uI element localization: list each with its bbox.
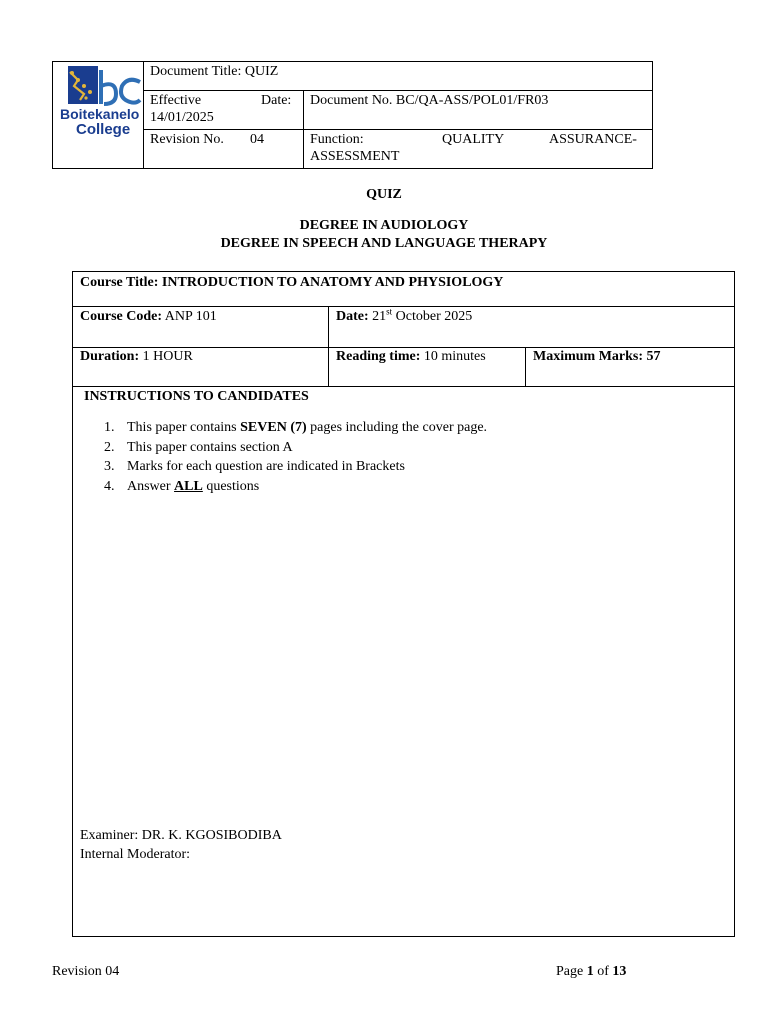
list-item-number: 4. — [104, 478, 115, 494]
list-item — [104, 457, 487, 477]
duration-row — [80, 348, 193, 365]
document-header-table — [52, 61, 653, 169]
exam-date-day: 21 — [372, 309, 387, 324]
logo-name-line2: College — [76, 121, 131, 138]
box-divider — [73, 386, 734, 387]
list-item-text: pages including the cover page. — [306, 420, 488, 435]
duration-value: 1 HOUR — [142, 349, 193, 364]
list-item-emphasis: SEVEN (7) — [240, 420, 307, 435]
list-item-number: 3. — [104, 459, 115, 474]
reading-time-value: 10 minutes — [423, 349, 486, 364]
effective-date-value: 14/01/2025 — [150, 110, 214, 125]
maximum-marks-value: 57 — [646, 349, 661, 364]
instructions-heading: INSTRUCTIONS TO CANDIDATES — [84, 389, 309, 404]
footer-page-number — [556, 963, 626, 980]
course-code-label: Course Code: — [80, 309, 163, 324]
course-info-box — [72, 271, 735, 937]
box-divider — [328, 306, 329, 386]
course-title-label: Course Title: — [80, 275, 159, 290]
reading-time-row — [336, 348, 486, 365]
exam-date-suffix: st — [386, 306, 393, 317]
box-divider — [73, 306, 734, 307]
effective-date-label: Date: — [261, 93, 292, 108]
footer-revision: Revision 04 — [52, 964, 120, 979]
revision-label: Revision No. — [150, 132, 224, 147]
function-word1: QUALITY — [442, 132, 505, 147]
function-label: Function: — [310, 132, 364, 147]
document-number: Document No. BC/QA-ASS/POL01/FR03 — [310, 93, 549, 108]
list-item-emphasis: ALL — [174, 478, 203, 494]
list-item — [104, 418, 488, 438]
list-item-number: 1. — [104, 420, 115, 435]
examiner-line: Examiner: DR. K. KGOSIBODIBA — [80, 828, 282, 843]
reading-time-label: Reading time: — [336, 349, 421, 364]
maximum-marks-row — [533, 348, 661, 365]
exam-date-row — [336, 308, 472, 325]
of-word: of — [597, 964, 609, 979]
exam-date-rest: October 2025 — [395, 309, 473, 324]
moderator-line: Internal Moderator: — [80, 847, 191, 862]
degree-line-2: DEGREE IN SPEECH AND LANGUAGE THERAPY — [220, 236, 548, 251]
list-item-text: This paper contains — [127, 420, 241, 435]
duration-label: Duration: — [80, 349, 140, 364]
revision-value: 04 — [250, 132, 264, 147]
document-title: Document Title: QUIZ — [150, 64, 279, 79]
course-title-row — [80, 274, 503, 291]
course-title-value: INTRODUCTION TO ANATOMY AND PHYSIOLOGY — [161, 275, 504, 290]
header-divider — [143, 90, 652, 91]
list-item-text: This paper contains section A — [127, 439, 293, 455]
page-current: 1 — [586, 964, 594, 979]
exam-date-label: Date: — [336, 309, 369, 324]
function-line2: ASSESSMENT — [310, 149, 400, 164]
college-logo — [56, 64, 144, 144]
effective-label: Effective — [150, 93, 202, 108]
box-divider — [525, 347, 526, 386]
quiz-title: QUIZ — [366, 187, 402, 202]
course-code-row — [80, 308, 217, 325]
list-item-text: Answer — [127, 478, 175, 494]
maximum-marks-label: Maximum Marks: — [533, 349, 644, 364]
page-total: 13 — [612, 964, 627, 979]
instructions-list — [104, 418, 488, 496]
logo-name-line1: Boitekanelo — [60, 106, 140, 122]
function-word2: ASSURANCE- — [549, 132, 637, 147]
page-word: Page — [556, 964, 584, 979]
list-item — [104, 438, 487, 458]
list-item — [104, 477, 487, 497]
list-item-number: 2. — [104, 439, 115, 455]
list-item-text: questions — [202, 478, 260, 494]
header-divider — [143, 129, 652, 130]
course-code-value: ANP 101 — [164, 309, 217, 324]
list-item-text: Marks for each question are indicated in Brackets — [127, 459, 405, 474]
degree-line-1: DEGREE IN AUDIOLOGY — [299, 218, 469, 233]
